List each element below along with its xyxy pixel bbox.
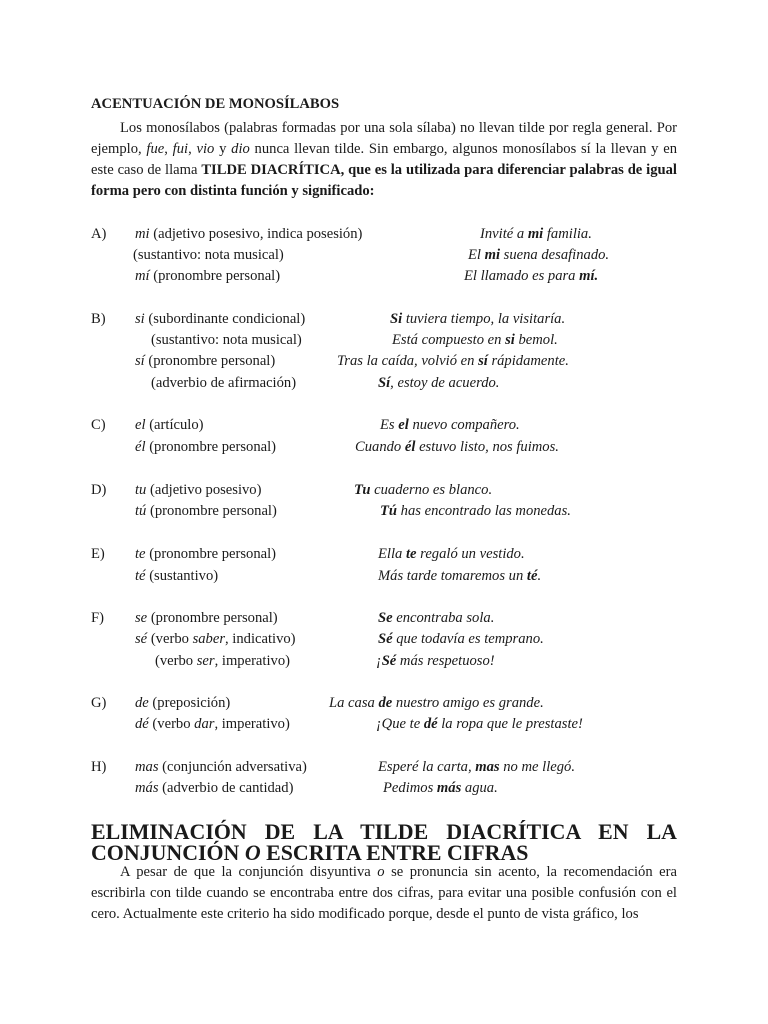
entry-definition <box>135 546 276 563</box>
example-keyword: Se <box>378 610 393 626</box>
entry-definition <box>155 653 290 670</box>
example-keyword: él <box>404 439 416 455</box>
entry-example <box>464 268 598 285</box>
example-keyword: Tu <box>354 482 371 498</box>
intro-text-2: nunca llevan tilde. Sin embargo, algunos monosílabos sí la llevan y en este caso de llama <box>91 141 678 178</box>
entry-description: (adverbio de afirmación) <box>151 375 297 391</box>
entry-description: (adjetivo posesivo, indica posesión) <box>149 226 363 242</box>
group-letter: G) <box>91 695 107 711</box>
example-text: estuvo listo, nos fuimos. <box>415 439 559 455</box>
entry-example <box>468 247 609 264</box>
group-letter: H) <box>91 759 107 775</box>
entry-example <box>378 759 575 776</box>
example-text: El <box>468 247 485 263</box>
example-text: encontraba sola. <box>392 610 495 626</box>
example-text: Ella <box>378 546 406 562</box>
example-word-fue: fue <box>146 141 165 157</box>
example-text: Está compuesto en <box>392 332 506 348</box>
example-keyword: sí <box>478 353 488 369</box>
example-keyword: de <box>378 695 393 711</box>
entry-example <box>354 482 492 499</box>
entry-example <box>392 332 558 349</box>
example-keyword: té <box>526 568 538 584</box>
example-text: Esperé la carta, <box>378 759 476 775</box>
example-keyword: mí. <box>579 268 599 284</box>
entry-word: sé <box>135 631 148 647</box>
entry-example <box>337 353 569 370</box>
closing-paragraph <box>91 862 677 925</box>
entry-definition <box>151 332 302 349</box>
example-keyword: Si <box>390 311 403 327</box>
example-text: la ropa que le prestaste! <box>437 716 583 732</box>
example-text: Es <box>380 417 399 433</box>
example-text: nuevo compañero. <box>408 417 520 433</box>
entry-description: (subordinante condicional) <box>144 311 306 327</box>
entry-word: te <box>135 546 146 562</box>
entry-definition <box>135 482 261 499</box>
entry-description: (pronombre personal) <box>149 268 281 284</box>
section-heading-text-1: ELIMINACIÓN DE LA TILDE DIACRÍTICA EN LA CONJUNCIÓN <box>91 819 677 865</box>
entry-definition <box>135 759 307 776</box>
example-text: , estoy de acuerdo. <box>390 375 500 391</box>
entry-definition <box>135 568 218 585</box>
example-text: regaló un vestido. <box>416 546 525 562</box>
entry-word: más <box>135 780 159 796</box>
entry-description: (preposición) <box>148 695 231 711</box>
group-letter: D) <box>91 482 107 498</box>
example-keyword: el <box>398 417 409 433</box>
example-text: no me llegó. <box>499 759 575 775</box>
entry-description-1: (verbo <box>155 653 197 669</box>
entry-description: (sustantivo: nota musical) <box>133 247 284 263</box>
entry-example <box>376 716 583 733</box>
entry-verb: ser <box>196 653 215 669</box>
example-keyword: mi <box>527 226 544 242</box>
entry-description-1: (verbo <box>147 631 193 647</box>
entry-example <box>390 311 565 328</box>
entry-description: (conjunción adversativa) <box>158 759 307 775</box>
entry-definition <box>135 353 275 370</box>
example-keyword: Tú <box>380 503 398 519</box>
entry-description-2: , imperativo) <box>214 716 290 732</box>
example-keyword: Sé <box>381 653 397 669</box>
entry-description: (pronombre personal) <box>144 353 276 369</box>
entry-example <box>376 653 495 670</box>
entry-word: dé <box>135 716 149 732</box>
group-letter: E) <box>91 546 105 562</box>
entry-example <box>378 610 494 627</box>
group-letter: B) <box>91 311 106 327</box>
group-letter: F) <box>91 610 104 626</box>
entry-definition <box>135 503 277 520</box>
entry-example <box>378 375 499 392</box>
example-text: Invité a <box>480 226 528 242</box>
example-text: suena desafinado. <box>500 247 610 263</box>
example-text: . <box>537 568 542 584</box>
example-text: nuestro amigo es grande. <box>392 695 544 711</box>
entry-example <box>480 226 592 243</box>
closing-o: o <box>377 864 385 880</box>
entry-description: (sustantivo: nota musical) <box>151 332 302 348</box>
intro-text-1: Los monosílabos (palabras formadas por una sola sílaba) no llevan tilde por regla general. Por ejemplo, <box>91 120 677 157</box>
entry-verb: saber <box>192 631 225 647</box>
entry-word: él <box>135 439 146 455</box>
section-heading-o: O <box>244 840 261 865</box>
example-word-dio: dio <box>231 141 250 157</box>
entry-verb: dar <box>194 716 215 732</box>
entry-description: (pronombre personal) <box>145 439 277 455</box>
entry-description: (sustantivo) <box>145 568 219 584</box>
example-keyword: dé <box>423 716 438 732</box>
entry-definition <box>135 226 362 243</box>
example-word-vio: vio <box>196 141 215 157</box>
entry-description: (pronombre personal) <box>145 546 277 562</box>
example-text: El llamado es para <box>464 268 580 284</box>
example-word-fui: fui <box>172 141 189 157</box>
entry-description: (pronombre personal) <box>147 610 278 626</box>
example-text: agua. <box>461 780 498 796</box>
entry-definition <box>135 695 230 712</box>
entry-description-2: , indicativo) <box>225 631 296 647</box>
entry-example <box>378 631 544 648</box>
entry-definition <box>135 716 290 733</box>
entry-word: si <box>135 311 145 327</box>
entry-word: mas <box>135 759 159 775</box>
entry-example <box>378 546 525 563</box>
example-text: más respetuoso! <box>396 653 495 669</box>
entry-word: mi <box>135 226 150 242</box>
entry-definition <box>135 439 276 456</box>
entry-definition <box>135 610 278 627</box>
example-text: familia. <box>543 226 592 242</box>
entry-definition <box>135 268 280 285</box>
page-title: ACENTUACIÓN DE MONOSÍLABOS <box>91 96 340 112</box>
example-text: Cuando <box>355 439 405 455</box>
intro-paragraph: Los monosílabos (palabras formadas por una sola sílaba) no llevan tilde por regla general. Por ejemplo, fue, fui, vio y dio nunca llevan tilde. Sin embargo, algunos monosílabos sí la llevan y en este caso de llama TILDE DIACRÍTICA, que es la utilizada para diferenciar palabras de igual forma pero con distinta función y significado: <box>91 120 678 199</box>
entry-example <box>378 568 541 585</box>
entry-word: tú <box>135 503 147 519</box>
entry-description-1: (verbo <box>148 716 195 732</box>
example-text: Pedimos <box>383 780 437 796</box>
entry-word: de <box>135 695 149 711</box>
example-text: rápidamente. <box>487 353 569 369</box>
entry-word: el <box>135 417 146 433</box>
closing-text-1: A pesar de que la conjunción disyuntiva <box>120 864 378 880</box>
example-text: que todavía es temprano. <box>392 631 544 647</box>
intro-term: TILDE DIACRÍTICA, <box>201 162 345 178</box>
section-heading <box>91 821 677 863</box>
example-keyword: Sé <box>378 631 393 647</box>
example-keyword: mas <box>475 759 500 775</box>
example-text: Más tarde tomaremos un <box>378 568 527 584</box>
entry-definition <box>135 417 204 434</box>
entry-definition <box>135 311 305 328</box>
group-letter: C) <box>91 417 106 433</box>
entry-word: mí <box>135 268 150 284</box>
example-text: has encontrado las monedas. <box>397 503 571 519</box>
entry-example <box>329 695 544 712</box>
intro-definition: que es la utilizada para diferenciar palabras de igual forma pero con distinta función y significado: <box>91 162 677 199</box>
entry-example <box>380 417 520 434</box>
entry-description: (artículo) <box>145 417 204 433</box>
closing-text-2: se pronuncia sin acento, la recomendación era escribirla con tilde cuando se encontraba entre dos cifras, para evitar una posible confusión con el cero. Actualmente este criterio ha sido modificado porque, desde el punto de vista gráfico, los <box>91 864 677 922</box>
example-text: tuviera tiempo, la visitaría. <box>402 311 566 327</box>
example-keyword: Sí <box>378 375 391 391</box>
example-text: ¡Que te <box>376 716 424 732</box>
section-heading-text-2: ESCRITA ENTRE CIFRAS <box>260 840 529 865</box>
entry-word: tu <box>135 482 147 498</box>
entry-description: (adverbio de cantidad) <box>158 780 294 796</box>
example-text: ¡ <box>376 653 382 669</box>
entry-definition <box>135 631 296 648</box>
example-text: La casa <box>329 695 379 711</box>
entry-word: sí <box>135 353 145 369</box>
entry-example <box>380 503 571 520</box>
entry-word: té <box>135 568 146 584</box>
group-letter: A) <box>91 226 107 242</box>
example-text: bemol. <box>514 332 558 348</box>
entry-example <box>383 780 498 797</box>
example-text: cuaderno es blanco. <box>370 482 493 498</box>
entry-description-2: , imperativo) <box>214 653 290 669</box>
example-keyword: mi <box>484 247 501 263</box>
entry-definition <box>151 375 296 392</box>
entry-word: se <box>135 610 148 626</box>
entry-description: (pronombre personal) <box>146 503 277 519</box>
entry-description: (adjetivo posesivo) <box>146 482 262 498</box>
entry-definition <box>135 780 293 797</box>
entry-example <box>355 439 559 456</box>
example-keyword: más <box>436 780 462 796</box>
example-keyword: te <box>405 546 417 562</box>
example-keyword: si <box>505 332 515 348</box>
example-text: Tras la caída, volvió en <box>337 353 479 369</box>
entry-definition <box>133 247 284 264</box>
